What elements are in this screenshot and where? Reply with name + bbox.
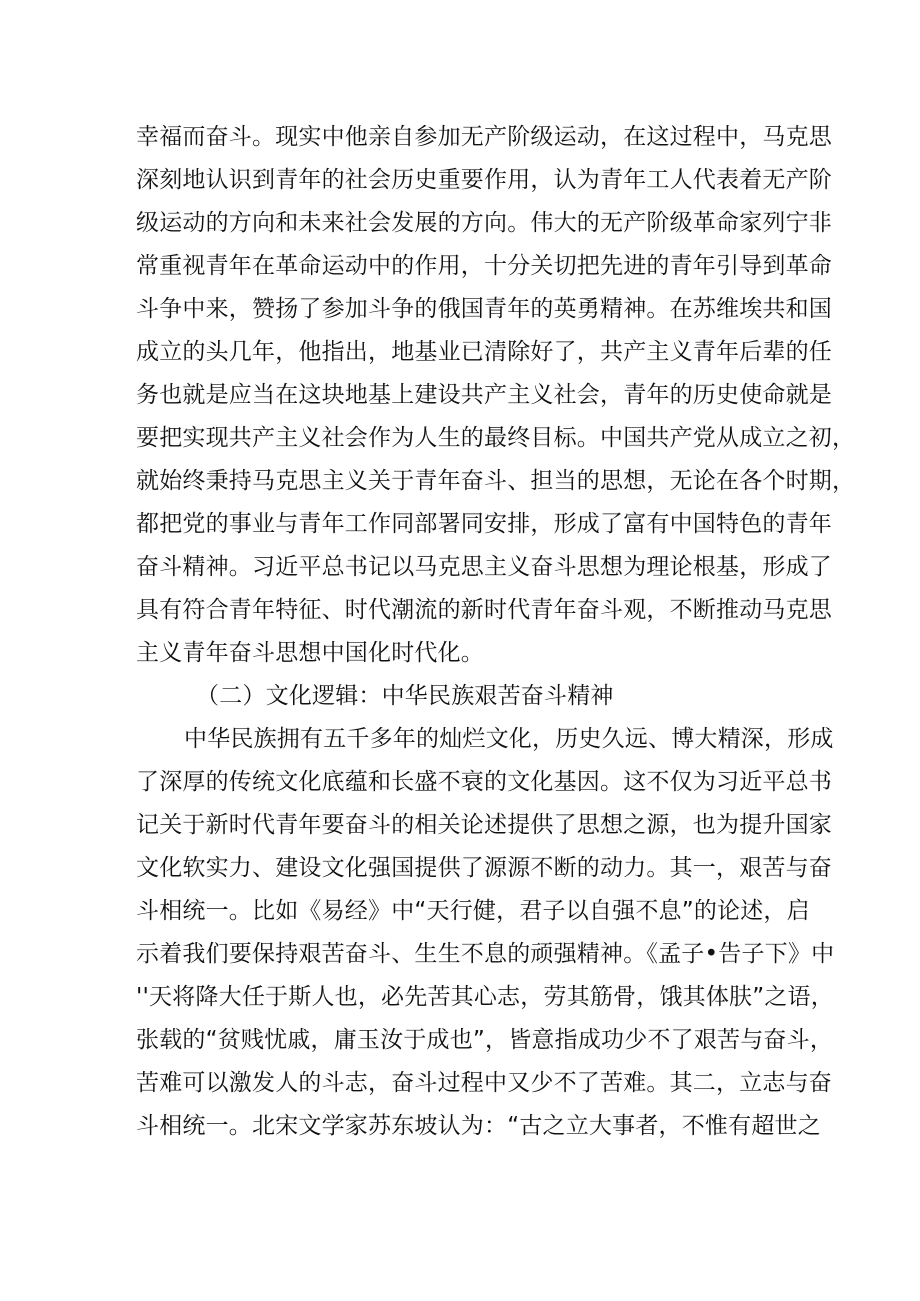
section-heading: （二）文化逻辑：中华民族艰苦奋斗精神 [196, 683, 614, 709]
paragraph-line: 深刻地认识到青年的社会历史重要作用，认为青年工人代表着无产阶 [136, 167, 832, 193]
paragraph-line: ''天将降大任于斯人也，必先苦其心志，劳其筋骨，饿其体肤”之语， [136, 984, 834, 1010]
paragraph-line: 文化软实力、建设文化强国提供了源源不断的动力。其一，艰苦与奋 [136, 855, 832, 881]
paragraph-line: 斗相统一。北宋文学家苏东坡认为：“古之立大事者，不惟有超世之 [136, 1113, 821, 1139]
paragraph-line: 具有符合青年特征、时代潮流的新时代青年奋斗观，不断推动马克思 [136, 597, 832, 623]
paragraph-line: 示着我们要保持艰苦奋斗、生生不息的顽强精神。《孟子•告子下》中 [136, 941, 835, 967]
paragraph-line: 中华民族拥有五千多年的灿烂文化，历史久远、博大精深，形成 [184, 726, 834, 752]
paragraph-line: 苦难可以激发人的斗志，奋斗过程中又少不了苦难。其二，立志与奋 [136, 1070, 832, 1096]
paragraph-line: 都把党的事业与青年工作同部署同安排，形成了富有中国特色的青年 [136, 511, 832, 537]
paragraph-line: 记关于新时代青年要奋斗的相关论述提供了思想之源，也为提升国家 [136, 812, 832, 838]
paragraph-line: 了深厚的传统文化底蕴和长盛不衰的文化基因。这不仅为习近平总书 [136, 769, 832, 795]
paragraph-line: 成立的头几年，他指出，地基业已清除好了，共产主义青年后辈的任 [136, 339, 832, 365]
paragraph-line: 幸福而奋斗。现实中他亲自参加无产阶级运动，在这过程中，马克思 [136, 124, 832, 150]
paragraph-line: 斗争中来，赞扬了参加斗争的俄国青年的英勇精神。在苏维埃共和国 [136, 296, 832, 322]
paragraph-line: 级运动的方向和未来社会发展的方向。伟大的无产阶级革命家列宁非 [136, 210, 832, 236]
paragraph-line: 奋斗精神。习近平总书记以马克思主义奋斗思想为理论根基，形成了 [136, 554, 832, 580]
paragraph-line: 务也就是应当在这块地基上建设共产主义社会，青年的历史使命就是 [136, 382, 832, 408]
paragraph-line: 张载的“贫贱忧戚，庸玉汝于成也”，皆意指成功少不了艰苦与奋斗， [136, 1027, 834, 1053]
paragraph-line: 就始终秉持马克思主义关于青年奋斗、担当的思想，无论在各个时期， [136, 468, 856, 494]
paragraph-line: 要把实现共产主义社会作为人生的最终目标。中国共产党从成立之初， [136, 425, 856, 451]
paragraph-line: 常重视青年在革命运动中的作用，十分关切把先进的青年引导到革命 [136, 253, 832, 279]
paragraph-line: 斗相统一。比如《易经》中“天行健，君子以自强不息”的论述，启 [136, 898, 810, 924]
paragraph-line: 主义青年奋斗思想中国化时代化。 [136, 640, 484, 666]
